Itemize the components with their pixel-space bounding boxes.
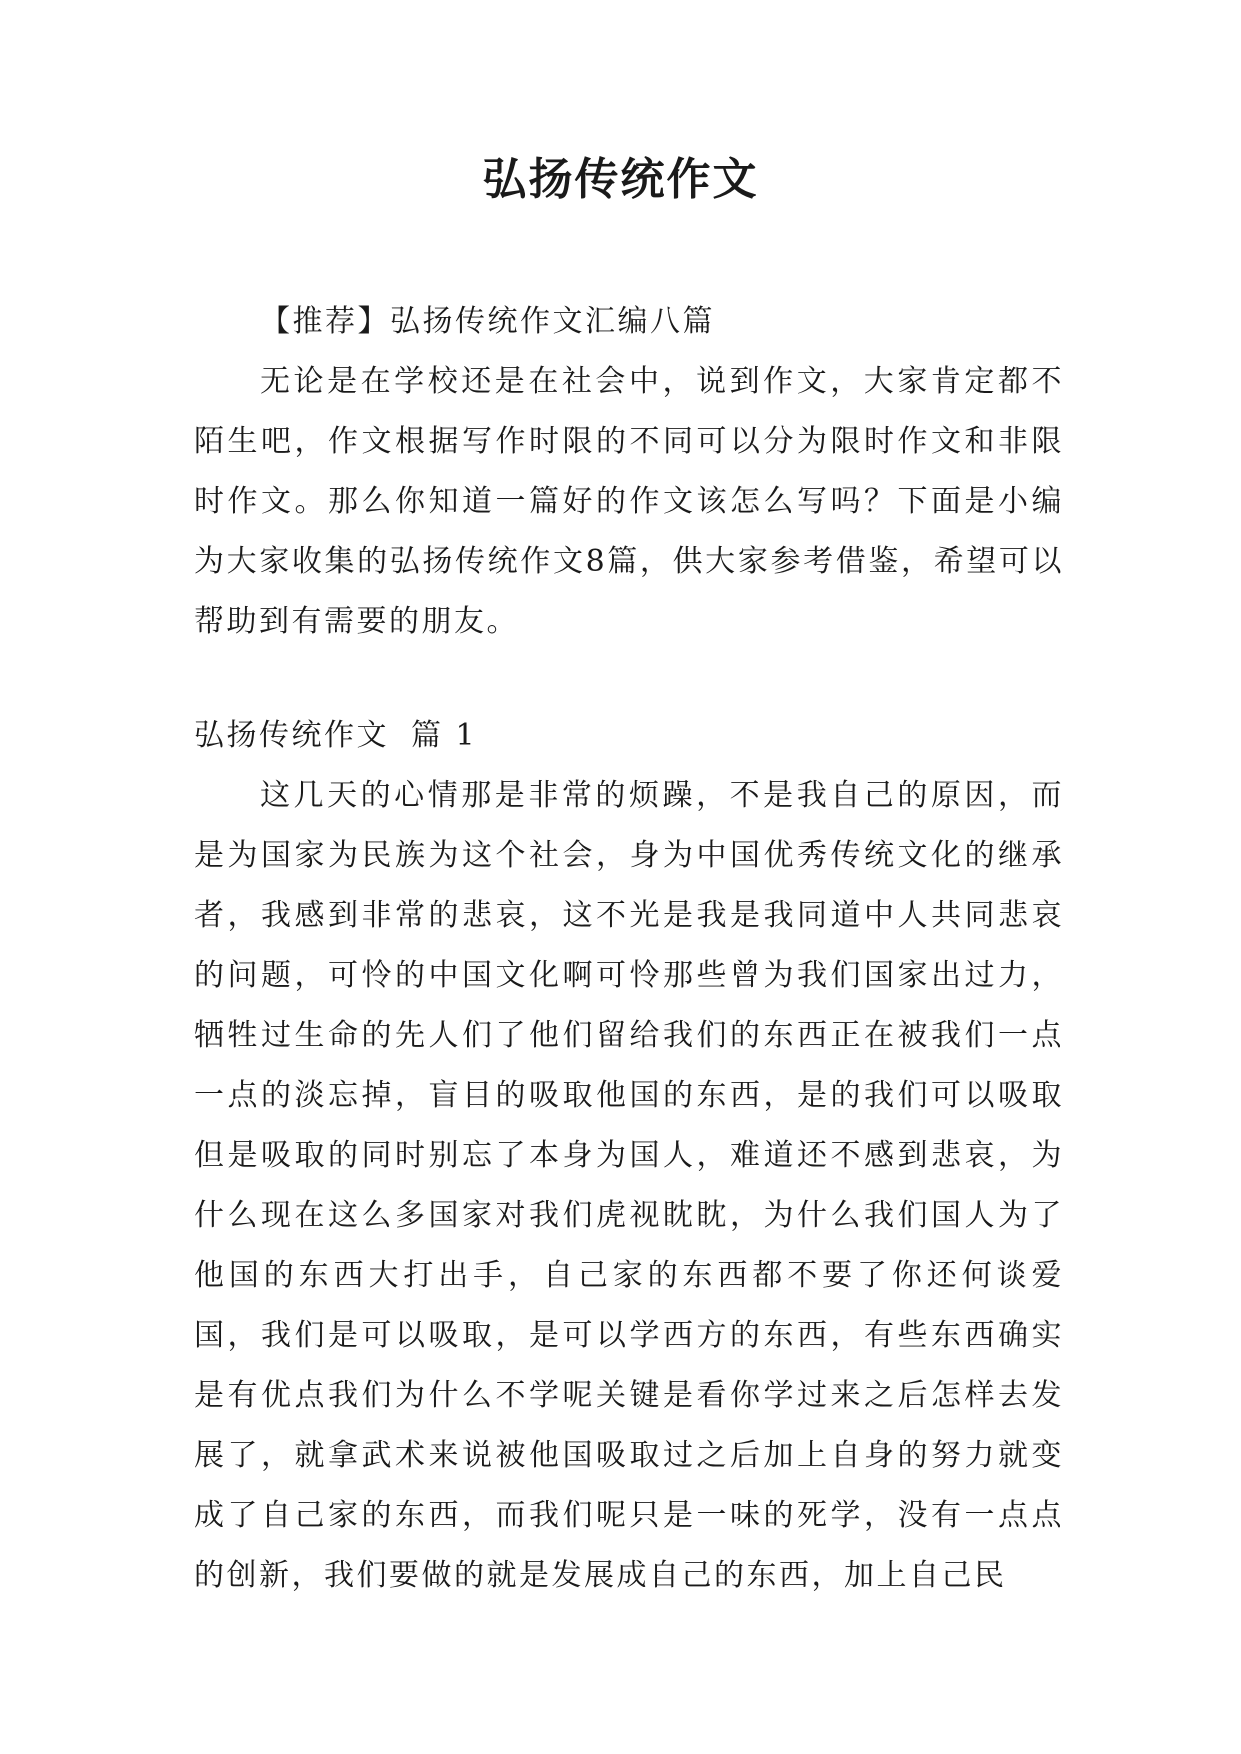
section-heading — [194, 706, 1064, 766]
document-body — [194, 292, 1064, 1606]
section-heading-number: 篇 1 — [411, 718, 478, 753]
section-heading-title: 弘扬传统作文 — [194, 718, 389, 753]
intro-paragraph: 无论是在学校还是在社会中，说到作文，大家肯定都不陌生吧，作文根据写作时限的不同可以分为限时作文和非限时作文。那么你知道一篇好的作文该怎么写吗？下面是小编为大家收集的弘扬传统作文8篇，供大家参考借鉴，希望可以帮助到有需要的朋友。 — [194, 364, 1064, 639]
recommend-line: 【推荐】弘扬传统作文汇编八篇 — [260, 304, 715, 339]
document-title: 弘扬传统作文 — [482, 154, 759, 205]
section-paragraph: 这几天的心情那是非常的烦躁，不是我自己的原因，而是为国家为民族为这个社会，身为中国优秀传统文化的继承者，我感到非常的悲哀，这不光是我是我同道中人共同悲哀的问题，可怜的中国文化啊可怜那些曾为我们国家出过力，牺牲过生命的先人们了他们留给我们的东西正在被我们一点一点的淡忘掉，盲目的吸取他国的东西，是的我们可以吸取但是吸取的同时别忘了本身为国人，难道还不感到悲哀，为什么现在这么多国家对我们虎视眈眈，为什么我们国人为了他国的东西大打出手，自己家的东西都不要了你还何谈爱国，我们是可以吸取，是可以学西方的东西，有些东西确实是有优点我们为什么不学呢关键是看你学过来之后怎样去发展了，就拿武术来说被他国吸取过之后加上自身的努力就变成了自己家的东西，而我们呢只是一味的死学，没有一点点的创新，我们要做的就是发展成自己的东西，加上自己民 — [194, 778, 1064, 1593]
